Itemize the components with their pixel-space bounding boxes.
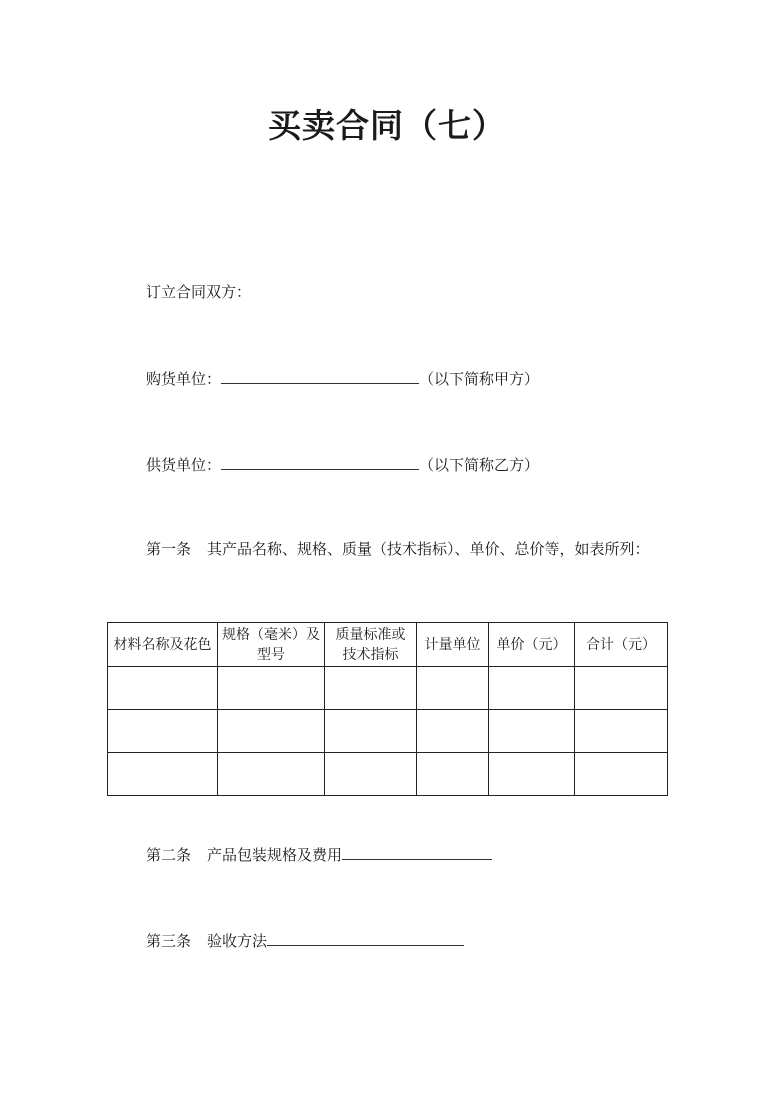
table-cell[interactable] xyxy=(108,667,218,710)
buyer-suffix: （以下简称甲方） xyxy=(419,370,540,388)
goods-table xyxy=(107,622,668,796)
header-unit-price: 单价（元） xyxy=(489,623,575,667)
table-cell[interactable] xyxy=(325,710,417,753)
table-cell[interactable] xyxy=(325,667,417,710)
header-quality: 质量标准或技术指标 xyxy=(325,623,417,667)
article-2-text: 产品包装规格及费用 xyxy=(207,846,343,864)
buyer-line xyxy=(146,367,539,389)
table-cell[interactable] xyxy=(489,753,575,796)
table-cell[interactable] xyxy=(417,753,489,796)
table-cell[interactable] xyxy=(417,667,489,710)
table-row xyxy=(108,710,668,753)
article-3 xyxy=(146,929,464,951)
packaging-blank-field[interactable] xyxy=(342,843,492,860)
table-row xyxy=(108,753,668,796)
buyer-blank-field[interactable] xyxy=(221,367,419,384)
document-title: 买卖合同（七） xyxy=(268,106,506,145)
table-row xyxy=(108,667,668,710)
header-unit: 计量单位 xyxy=(417,623,489,667)
article-2 xyxy=(146,843,492,865)
buyer-label: 购货单位： xyxy=(146,370,222,388)
seller-label: 供货单位： xyxy=(146,456,222,474)
table-cell[interactable] xyxy=(489,710,575,753)
table-cell[interactable] xyxy=(218,710,325,753)
table-cell[interactable] xyxy=(575,710,668,753)
table-cell[interactable] xyxy=(218,753,325,796)
article-1 xyxy=(146,539,650,559)
header-total: 合计（元） xyxy=(575,623,668,667)
table-cell[interactable] xyxy=(108,753,218,796)
article-1-text: 其产品名称、规格、质量（技术指标）、单价、总价等，如表所列： xyxy=(207,540,650,558)
table-cell[interactable] xyxy=(417,710,489,753)
table-header-row xyxy=(108,623,668,667)
article-3-number: 第三条 xyxy=(146,932,192,950)
table-cell[interactable] xyxy=(489,667,575,710)
header-spec: 规格（毫米）及型号 xyxy=(218,623,325,667)
table-cell[interactable] xyxy=(108,710,218,753)
table-cell[interactable] xyxy=(218,667,325,710)
article-1-number: 第一条 xyxy=(146,540,192,558)
parties-heading: 订立合同双方： xyxy=(146,283,252,301)
seller-line xyxy=(146,453,539,475)
seller-suffix: （以下简称乙方） xyxy=(419,456,540,474)
seller-blank-field[interactable] xyxy=(221,453,419,470)
table-cell[interactable] xyxy=(325,753,417,796)
acceptance-blank-field[interactable] xyxy=(267,929,464,946)
article-3-text: 验收方法 xyxy=(207,932,268,950)
header-material: 材料名称及花色 xyxy=(108,623,218,667)
table-cell[interactable] xyxy=(575,753,668,796)
table-cell[interactable] xyxy=(575,667,668,710)
article-2-number: 第二条 xyxy=(146,846,192,864)
